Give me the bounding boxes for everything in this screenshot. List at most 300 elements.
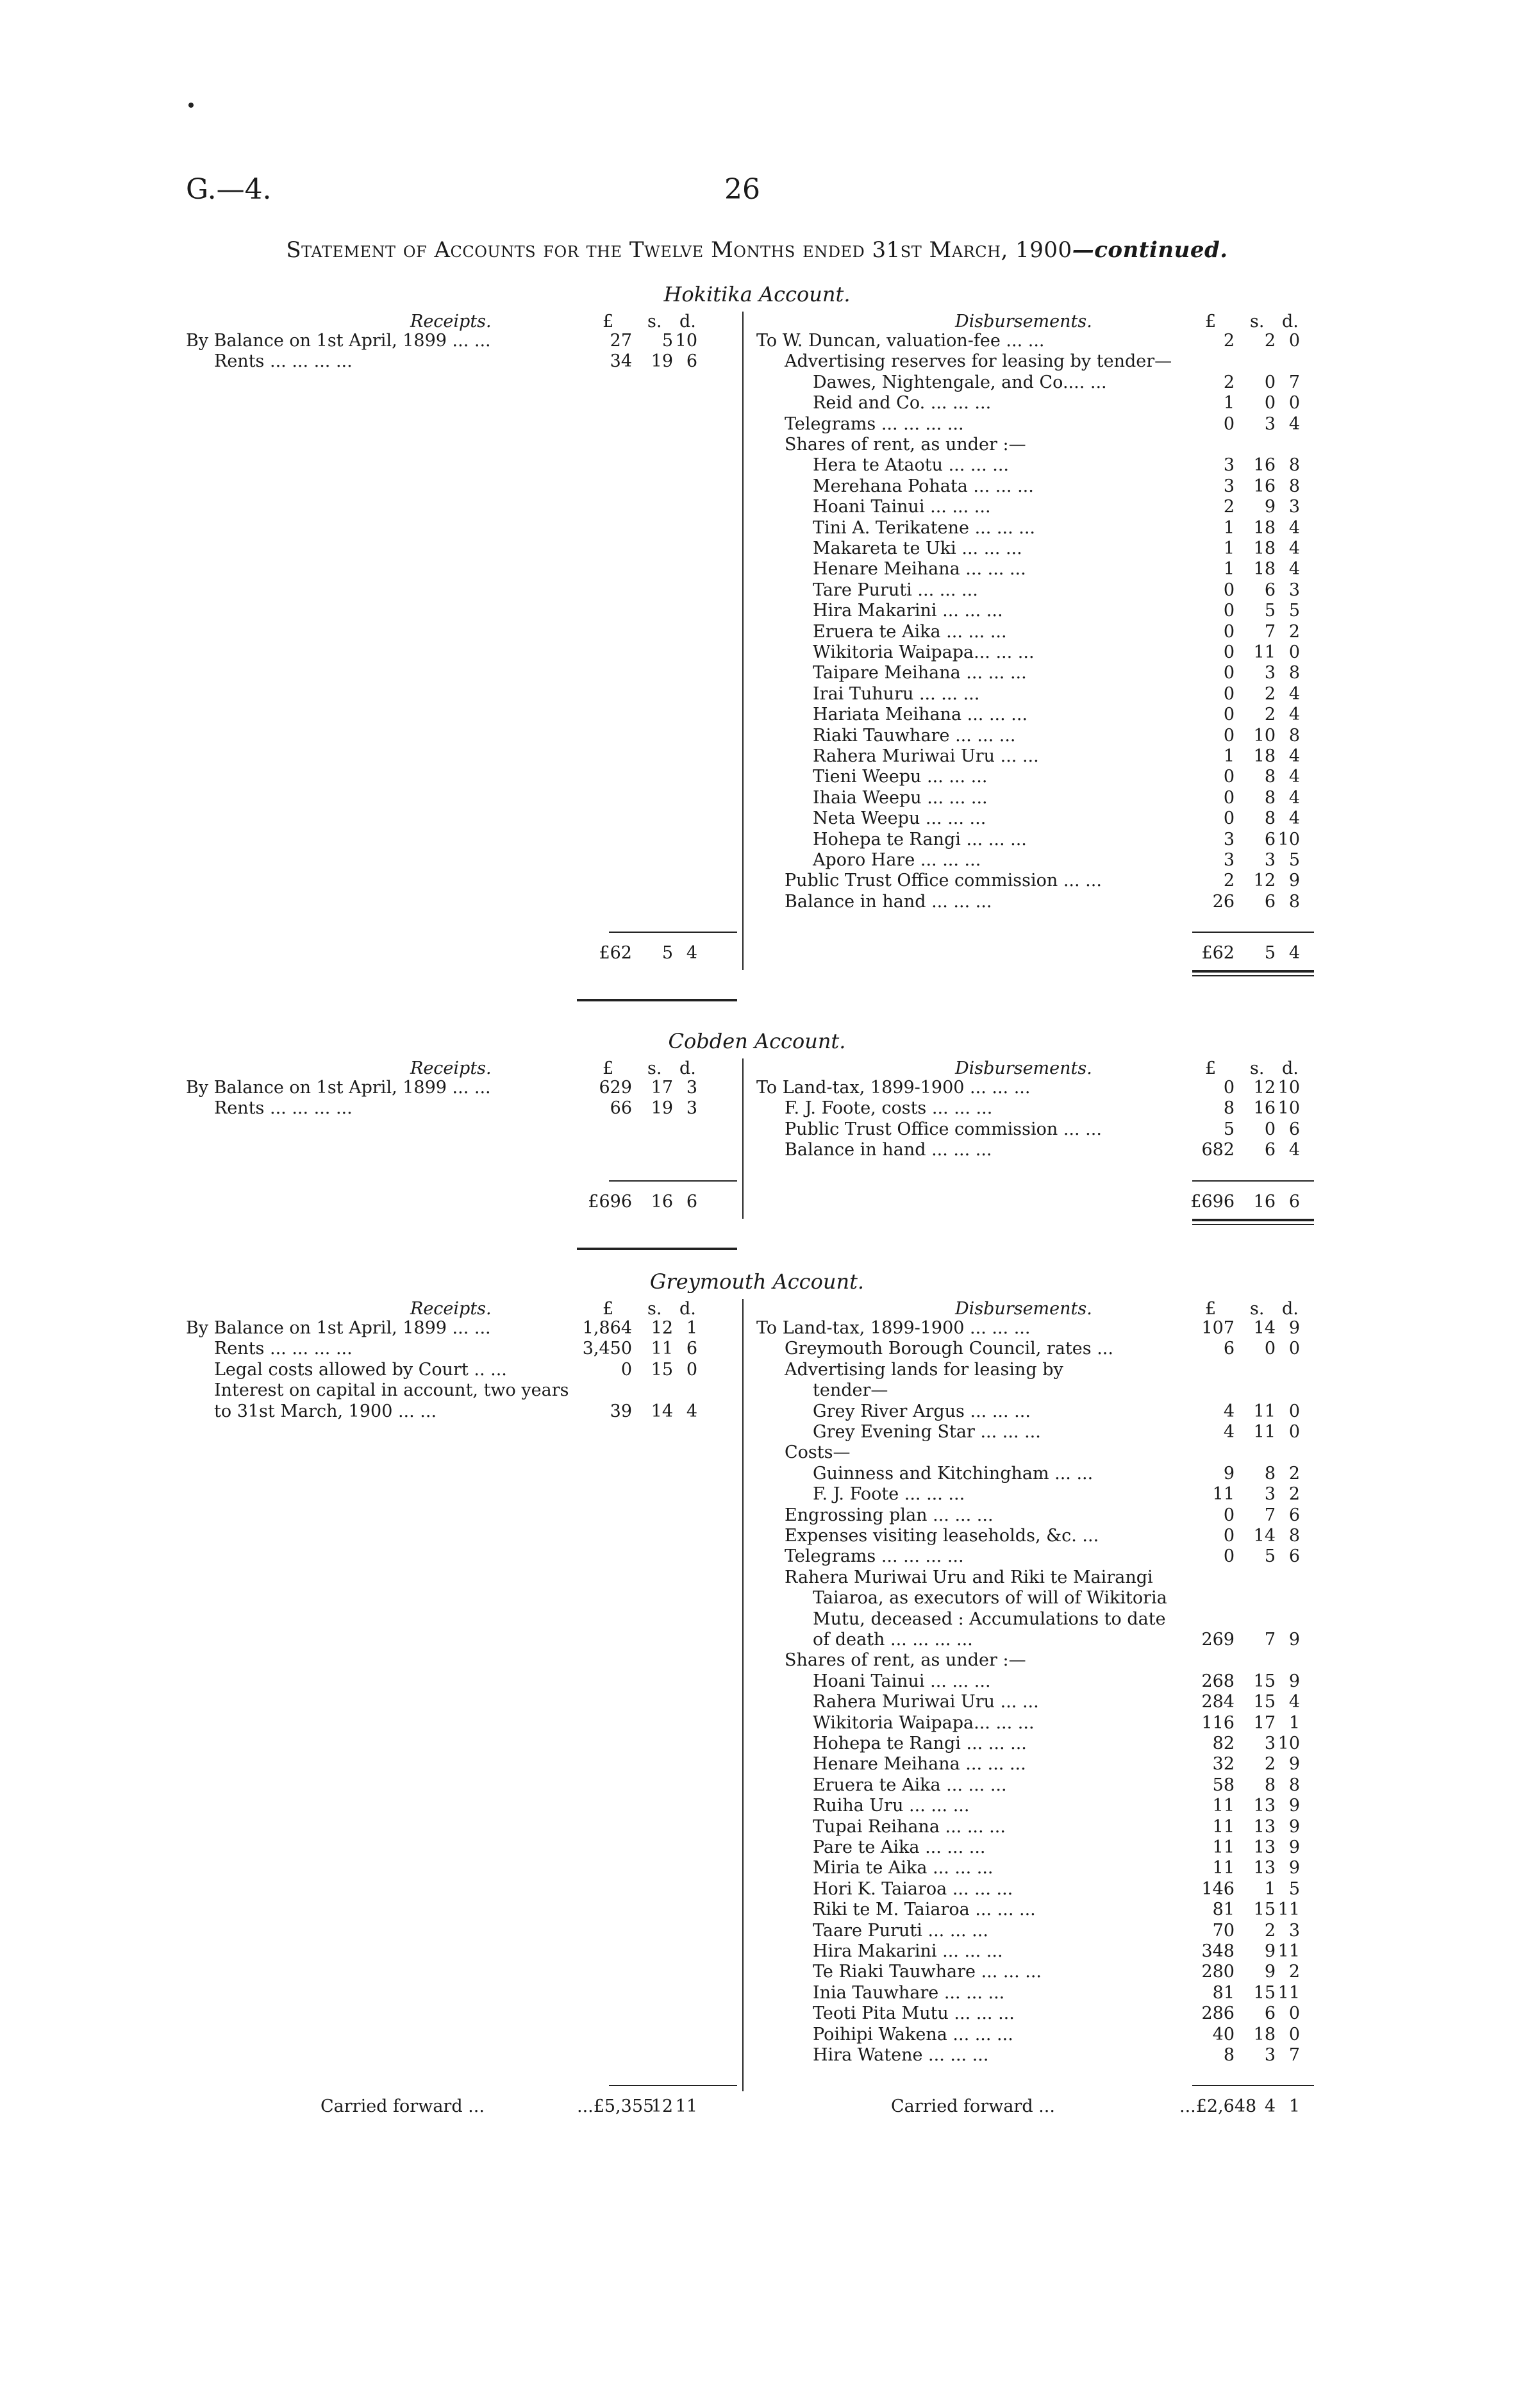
shillings-value: 6	[1264, 580, 1276, 600]
shillings-total: 16	[651, 1191, 673, 1212]
row-label: Hariata Meihana ... ... ...	[813, 705, 1028, 725]
disbursement-row	[756, 705, 1301, 725]
greymouth-account-title: Greymouth Account.	[649, 1269, 865, 1294]
total-double-rule	[1192, 970, 1314, 973]
pence-value: 6	[1288, 1505, 1300, 1525]
page-number: 26	[724, 173, 760, 206]
pence-value: 10	[1277, 1098, 1300, 1119]
report-reference: G.—4.	[186, 173, 272, 206]
receipts-sum-rule	[609, 1180, 737, 1182]
pounds-value: 0	[620, 1359, 632, 1380]
disbursement-row	[756, 559, 1301, 580]
row-label: Teoti Pita Mutu ... ... ...	[813, 2003, 1015, 2024]
pounds-value: 82	[1212, 1734, 1235, 1753]
row-label: Hera te Ataotu ... ... ...	[813, 455, 1009, 476]
pounds-value: 26	[1212, 891, 1235, 912]
shillings-value: 9	[1264, 1941, 1276, 1961]
row-label: Henare Meihana ... ... ...	[813, 1754, 1026, 1775]
shillings-value: 14	[1253, 1526, 1276, 1546]
pounds-value: 0	[1223, 1526, 1235, 1546]
pounds-value: 1	[1223, 746, 1235, 766]
pence-value: 4	[1288, 517, 1300, 538]
pounds-total: £696	[588, 1191, 632, 1212]
cobden-account-title: Cobden Account.	[668, 1029, 846, 1053]
disbursement-row	[756, 767, 1301, 787]
disbursement-row	[756, 1817, 1301, 1837]
pounds-value: 58	[1212, 1775, 1235, 1795]
pence-total: 6	[686, 1191, 697, 1212]
row-label: Hohepa te Rangi ... ... ...	[813, 1734, 1027, 1753]
pounds-value: 70	[1212, 1920, 1235, 1941]
row-label: Telegrams ... ... ... ...	[785, 414, 964, 434]
pence-value: 10	[1277, 1078, 1300, 1098]
receipt-row	[186, 351, 699, 372]
shillings-value: 18	[1253, 539, 1276, 558]
row-label: Reid and Co. ... ... ...	[813, 393, 992, 414]
pounds-value: 0	[1223, 663, 1235, 683]
pounds-value: 40	[1212, 2024, 1235, 2044]
disbursement-row	[756, 414, 1301, 435]
pence-value: 4	[1288, 787, 1300, 808]
disbursement-row	[756, 1692, 1301, 1712]
row-label: Makareta te Uki ... ... ...	[813, 539, 1022, 558]
pounds-value: 27	[610, 331, 632, 351]
pence-value: 8	[1288, 663, 1300, 683]
receipts-total	[599, 943, 699, 964]
disbursement-row	[756, 1318, 1301, 1339]
disbursement-row	[756, 746, 1301, 767]
disbursement-row	[756, 1401, 1301, 1422]
pounds-total: ...£2,648	[1179, 2096, 1257, 2117]
disbursement-row	[756, 580, 1301, 601]
pounds-value: 4	[1223, 1422, 1235, 1442]
pounds-value: 0	[1223, 1078, 1235, 1098]
pounds-value: 6	[1223, 1339, 1235, 1359]
pence-value: 3	[1288, 1920, 1300, 1941]
left-pound-header: £	[603, 1058, 614, 1078]
pence-value: 2	[1288, 1484, 1300, 1505]
pounds-value: 8	[1223, 2045, 1235, 2065]
row-label: Henare Meihana ... ... ...	[813, 559, 1026, 580]
pounds-value: 0	[1223, 808, 1235, 829]
shillings-value: 5	[661, 331, 673, 351]
shillings-value: 0	[1264, 372, 1276, 392]
row-label: Hira Makarini ... ... ...	[813, 601, 1003, 621]
disbursement-row	[756, 497, 1301, 517]
pence-value: 3	[686, 1078, 697, 1098]
shillings-value: 18	[1253, 746, 1276, 766]
disbursement-row	[756, 1630, 1301, 1650]
pounds-value: 0	[1223, 601, 1235, 621]
pounds-value: 11	[1212, 1816, 1235, 1837]
disbursement-row	[756, 1526, 1301, 1546]
right-pound-header: £	[1205, 312, 1217, 331]
row-label: Rahera Muriwai Uru and Riki te Mairangi	[785, 1567, 1153, 1587]
pence-value: 4	[1288, 1140, 1300, 1160]
pounds-total: £62	[1201, 943, 1235, 964]
disb-sum-rule	[1192, 1180, 1314, 1182]
row-label: Tupai Reihana ... ... ...	[813, 1816, 1006, 1837]
shillings-value: 11	[651, 1339, 673, 1359]
shillings-value: 16	[1253, 476, 1276, 496]
row-label: Mutu, deceased : Accumulations to date	[813, 1609, 1166, 1629]
pounds-value: 0	[1223, 1546, 1235, 1567]
pence-total: 4	[686, 943, 697, 964]
left-shilling-header: s.	[647, 1058, 662, 1078]
pence-value: 1	[686, 1318, 697, 1338]
pounds-value: 268	[1201, 1671, 1235, 1691]
disbursement-row	[756, 1941, 1301, 1962]
section-separator	[577, 999, 737, 1001]
row-label: tender—	[813, 1380, 888, 1401]
pence-value: 9	[1288, 1796, 1300, 1816]
pence-total: 1	[1288, 2096, 1300, 2117]
row-label: To Land-tax, 1899-1900 ... ... ...	[756, 1318, 1031, 1338]
row-label: Tieni Weepu ... ... ...	[813, 767, 988, 787]
row-label: Dawes, Nightengale, and Co.... ...	[813, 372, 1107, 392]
pence-value: 0	[1288, 393, 1300, 414]
row-label: Balance in hand ... ... ...	[785, 1140, 992, 1160]
disbursement-row	[756, 1858, 1301, 1878]
row-label: Te Riaki Tauwhare ... ... ...	[813, 1962, 1042, 1982]
pence-value: 10	[1277, 1734, 1300, 1753]
pounds-value: 1	[1223, 393, 1235, 414]
disbursement-row	[756, 476, 1301, 497]
pence-value: 0	[1288, 642, 1300, 662]
pence-value: 4	[1288, 683, 1300, 704]
receipt-row	[186, 1401, 699, 1422]
pence-value: 11	[1277, 1941, 1300, 1961]
row-label: Tare Puruti ... ... ...	[813, 580, 978, 600]
row-label: Tini A. Terikatene ... ... ...	[813, 517, 1035, 538]
disbursement-row	[756, 1650, 1301, 1671]
disbursement-row	[756, 1796, 1301, 1816]
pounds-value: 284	[1201, 1692, 1235, 1712]
column-divider	[742, 1058, 744, 1219]
right-shilling-header: s.	[1250, 1058, 1265, 1078]
shillings-value: 3	[1264, 850, 1276, 870]
pounds-value: 39	[610, 1401, 632, 1421]
shillings-value: 0	[1264, 1119, 1276, 1139]
row-label: Shares of rent, as under :—	[785, 435, 1026, 455]
row-label: Rents ... ... ... ...	[214, 1339, 353, 1359]
row-label: Guinness and Kitchingham ... ...	[813, 1463, 1094, 1484]
disbursement-row	[756, 1546, 1301, 1567]
row-label: Balance in hand ... ... ...	[785, 891, 992, 912]
disbursements-total	[1192, 943, 1301, 964]
shillings-value: 16	[1253, 1098, 1276, 1119]
pounds-total: £696	[1190, 1191, 1235, 1212]
pence-value: 0	[1288, 1339, 1300, 1359]
disbursement-row	[756, 1837, 1301, 1858]
pence-value: 9	[1288, 1858, 1300, 1878]
pounds-value: 116	[1201, 1712, 1235, 1733]
row-label: Expenses visiting leaseholds, &c. ...	[785, 1526, 1099, 1546]
pence-total: 6	[1288, 1191, 1300, 1212]
shillings-total: 4	[1264, 2096, 1276, 2117]
disbursement-row	[756, 1360, 1301, 1380]
pounds-value: 81	[1212, 1982, 1235, 2003]
shillings-value: 17	[651, 1078, 673, 1098]
pence-value: 4	[1288, 414, 1300, 434]
disbursement-row	[756, 1921, 1301, 1941]
shillings-value: 11	[1253, 1422, 1276, 1442]
disbursement-row	[756, 1098, 1301, 1119]
disbursement-row	[756, 1484, 1301, 1505]
disbursement-row	[756, 393, 1301, 414]
shillings-value: 3	[1264, 663, 1276, 683]
disbursement-row	[756, 684, 1301, 705]
shillings-value: 8	[1264, 1463, 1276, 1484]
shillings-value: 2	[1264, 705, 1276, 725]
pounds-value: 348	[1201, 1941, 1235, 1961]
right-pound-header: £	[1205, 1058, 1217, 1078]
pounds-value: 2	[1223, 372, 1235, 392]
receipts-carried-forward-label: Carried forward ...	[320, 2096, 485, 2117]
shillings-value: 8	[1264, 1775, 1276, 1795]
left-pence-header: d.	[679, 1058, 696, 1078]
right-pence-header: d.	[1282, 1058, 1299, 1078]
row-label: Pare te Aika ... ... ...	[813, 1837, 986, 1857]
disbursements-header: Disbursements.	[955, 1299, 1092, 1319]
shillings-value: 15	[651, 1359, 673, 1380]
pence-value: 3	[1288, 580, 1300, 600]
pence-value: 6	[1288, 1119, 1300, 1139]
shillings-value: 11	[1253, 1401, 1276, 1421]
receipts-total	[588, 1191, 699, 1212]
shillings-value: 5	[1264, 601, 1276, 621]
disbursement-row	[756, 1339, 1301, 1359]
left-pound-header: £	[603, 1299, 614, 1319]
shillings-total: 12	[651, 2096, 673, 2117]
disbursement-row	[756, 455, 1301, 476]
row-label: Rents ... ... ... ...	[214, 351, 353, 372]
pounds-value: 3	[1223, 829, 1235, 849]
disbursement-row	[756, 2045, 1301, 2066]
row-label: Shares of rent, as under :—	[785, 1650, 1026, 1671]
disbursement-row	[756, 1983, 1301, 2003]
pence-value: 11	[1277, 1900, 1300, 1920]
disbursement-row	[756, 331, 1301, 351]
pence-value: 9	[1288, 1837, 1300, 1857]
row-label: Wikitoria Waipapa... ... ...	[813, 1712, 1035, 1733]
pence-value: 4	[1288, 746, 1300, 766]
pounds-value: 3	[1223, 850, 1235, 870]
pounds-value: 9	[1223, 1463, 1235, 1484]
pence-value: 2	[1288, 1463, 1300, 1484]
page-mark-dot	[188, 103, 194, 108]
row-label: F. J. Foote ... ... ...	[813, 1484, 965, 1505]
shillings-value: 12	[651, 1318, 673, 1338]
shillings-value: 17	[1253, 1712, 1276, 1733]
row-label: Legal costs allowed by Court .. ...	[214, 1359, 507, 1380]
pounds-value: 0	[1223, 1505, 1235, 1525]
pounds-value: 2	[1223, 331, 1235, 351]
shillings-value: 14	[1253, 1318, 1276, 1338]
pounds-value: 682	[1201, 1140, 1235, 1160]
pounds-value: 34	[610, 351, 632, 372]
pence-value: 8	[1288, 455, 1300, 476]
shillings-value: 2	[1264, 1920, 1276, 1941]
disbursement-row	[756, 1713, 1301, 1734]
disbursement-row	[756, 1078, 1301, 1098]
left-shilling-header: s.	[647, 1299, 662, 1319]
receipt-row	[186, 331, 699, 351]
pounds-value: 280	[1201, 1962, 1235, 1982]
pounds-value: 5	[1223, 1119, 1235, 1139]
pence-value: 4	[1288, 539, 1300, 558]
pounds-value: 11	[1212, 1837, 1235, 1857]
disbursement-row	[756, 1775, 1301, 1796]
pence-value: 1	[1288, 1712, 1300, 1733]
pounds-value: 0	[1223, 642, 1235, 662]
pence-value: 3	[1288, 497, 1300, 517]
disbursement-row	[756, 1609, 1301, 1630]
left-pence-header: d.	[679, 1299, 696, 1319]
receipts-header: Receipts.	[410, 312, 492, 331]
disbursement-row	[756, 351, 1301, 372]
row-label: Taare Puruti ... ... ...	[813, 1920, 988, 1941]
row-label: Aporo Hare ... ... ...	[813, 850, 981, 870]
pounds-value: 11	[1212, 1858, 1235, 1878]
shillings-value: 15	[1253, 1900, 1276, 1920]
shillings-value: 18	[1253, 559, 1276, 580]
pence-value: 6	[686, 1339, 697, 1359]
shillings-value: 13	[1253, 1858, 1276, 1878]
shillings-value: 18	[1253, 2024, 1276, 2044]
pence-value: 2	[1288, 621, 1300, 642]
pounds-value: 1	[1223, 539, 1235, 558]
row-label: Telegrams ... ... ... ...	[785, 1546, 964, 1567]
shillings-value: 3	[1264, 414, 1276, 434]
row-label: To Land-tax, 1899-1900 ... ... ...	[756, 1078, 1031, 1098]
right-pence-header: d.	[1282, 312, 1299, 331]
disbursement-row	[756, 892, 1301, 912]
left-pound-header: £	[603, 312, 614, 331]
disbursement-row	[756, 1422, 1301, 1442]
shillings-value: 3	[1264, 2045, 1276, 2065]
row-label: F. J. Foote, costs ... ... ...	[785, 1098, 993, 1119]
pounds-value: 66	[610, 1098, 632, 1119]
disb-sum-rule	[1192, 2085, 1314, 2086]
row-label: Eruera te Aika ... ... ...	[813, 1775, 1007, 1795]
pounds-value: 1	[1223, 559, 1235, 580]
shillings-value: 14	[651, 1401, 673, 1421]
disbursement-row	[756, 808, 1301, 829]
shillings-total: 5	[1264, 943, 1276, 964]
row-label: Inia Tauwhare ... ... ...	[813, 1982, 1005, 2003]
pounds-value: 286	[1201, 2003, 1235, 2024]
pence-value: 0	[1288, 1401, 1300, 1421]
shillings-value: 8	[1264, 787, 1276, 808]
row-label: Taipare Meihana ... ... ...	[813, 663, 1027, 683]
disb-carried-forward-label: Carried forward ...	[891, 2096, 1055, 2117]
row-label: Wikitoria Waipapa... ... ...	[813, 642, 1035, 662]
pence-value: 4	[1288, 705, 1300, 725]
pence-value: 8	[1288, 1526, 1300, 1546]
pence-total: 4	[1288, 943, 1300, 964]
pounds-value: 2	[1223, 497, 1235, 517]
row-label: Costs—	[785, 1442, 851, 1463]
disbursement-row	[756, 788, 1301, 808]
shillings-value: 5	[1264, 1546, 1276, 1567]
pounds-total: ...£5,355	[577, 2096, 654, 2117]
shillings-value: 1	[1264, 1878, 1276, 1899]
pence-value: 10	[1277, 829, 1300, 849]
disbursement-row	[756, 539, 1301, 559]
receipts-header: Receipts.	[410, 1299, 492, 1319]
shillings-value: 12	[1253, 871, 1276, 891]
row-label: Taiaroa, as executors of will of Wikitoria	[813, 1588, 1167, 1609]
shillings-value: 7	[1264, 621, 1276, 642]
pounds-value: 0	[1223, 787, 1235, 808]
pence-value: 0	[1288, 1422, 1300, 1442]
row-label: Riki te M. Taiaroa ... ... ...	[813, 1900, 1036, 1920]
pounds-value: 629	[599, 1078, 632, 1098]
row-label: Hori K. Taiaroa ... ... ...	[813, 1878, 1013, 1899]
disbursement-row	[756, 1962, 1301, 1982]
pounds-value: 1	[1223, 517, 1235, 538]
pounds-value: 11	[1212, 1484, 1235, 1505]
disbursement-row	[756, 830, 1301, 850]
row-label: Grey River Argus ... ... ...	[813, 1401, 1031, 1421]
shillings-value: 13	[1253, 1796, 1276, 1816]
disbursement-row	[756, 1734, 1301, 1754]
column-divider	[742, 312, 744, 970]
right-shilling-header: s.	[1250, 1299, 1265, 1319]
pence-value: 10	[675, 331, 697, 351]
disbursements-header: Disbursements.	[955, 1058, 1092, 1078]
receipt-row	[186, 1318, 699, 1339]
disb-sum-rule	[1192, 932, 1314, 933]
statement-title: Statement of Accounts for the Twelve Months ended 31st March, 1900—continued.	[286, 237, 1228, 263]
pence-value: 0	[1288, 2024, 1300, 2044]
row-label: Public Trust Office commission ... ...	[785, 1119, 1102, 1139]
pounds-value: 32	[1212, 1754, 1235, 1775]
disbursements-carried-forward	[1167, 2096, 1301, 2117]
shillings-value: 16	[1253, 455, 1276, 476]
pounds-value: 4	[1223, 1401, 1235, 1421]
row-label: Interest on capital in account, two years	[214, 1380, 569, 1401]
row-label: Rents ... ... ... ...	[214, 1098, 353, 1119]
shillings-value: 19	[651, 1098, 673, 1119]
row-label: Merehana Pohata ... ... ...	[813, 476, 1034, 496]
disbursement-row	[756, 1119, 1301, 1140]
disbursement-row	[756, 622, 1301, 642]
row-label: Irai Tuhuru ... ... ...	[813, 683, 980, 704]
disbursement-row	[756, 1442, 1301, 1463]
shillings-value: 7	[1264, 1505, 1276, 1525]
receipts-sum-rule	[609, 2085, 737, 2086]
shillings-value: 6	[1264, 891, 1276, 912]
shillings-value: 0	[1264, 1339, 1276, 1359]
row-label: Grey Evening Star ... ... ...	[813, 1422, 1041, 1442]
disbursement-row	[756, 2003, 1301, 2024]
pounds-value: 0	[1223, 767, 1235, 787]
pence-value: 7	[1288, 2045, 1300, 2065]
row-label: Miria te Aika ... ... ...	[813, 1858, 994, 1878]
row-label: Engrossing plan ... ... ...	[785, 1505, 994, 1525]
shillings-value: 10	[1253, 725, 1276, 746]
row-label: Hira Makarini ... ... ...	[813, 1941, 1003, 1961]
pounds-total: £62	[599, 943, 632, 964]
disbursement-row	[756, 518, 1301, 539]
pounds-value: 2	[1223, 871, 1235, 891]
shillings-value: 19	[651, 351, 673, 372]
disbursement-row	[756, 1568, 1301, 1588]
pounds-value: 0	[1223, 580, 1235, 600]
disbursements-header: Disbursements.	[955, 312, 1092, 331]
